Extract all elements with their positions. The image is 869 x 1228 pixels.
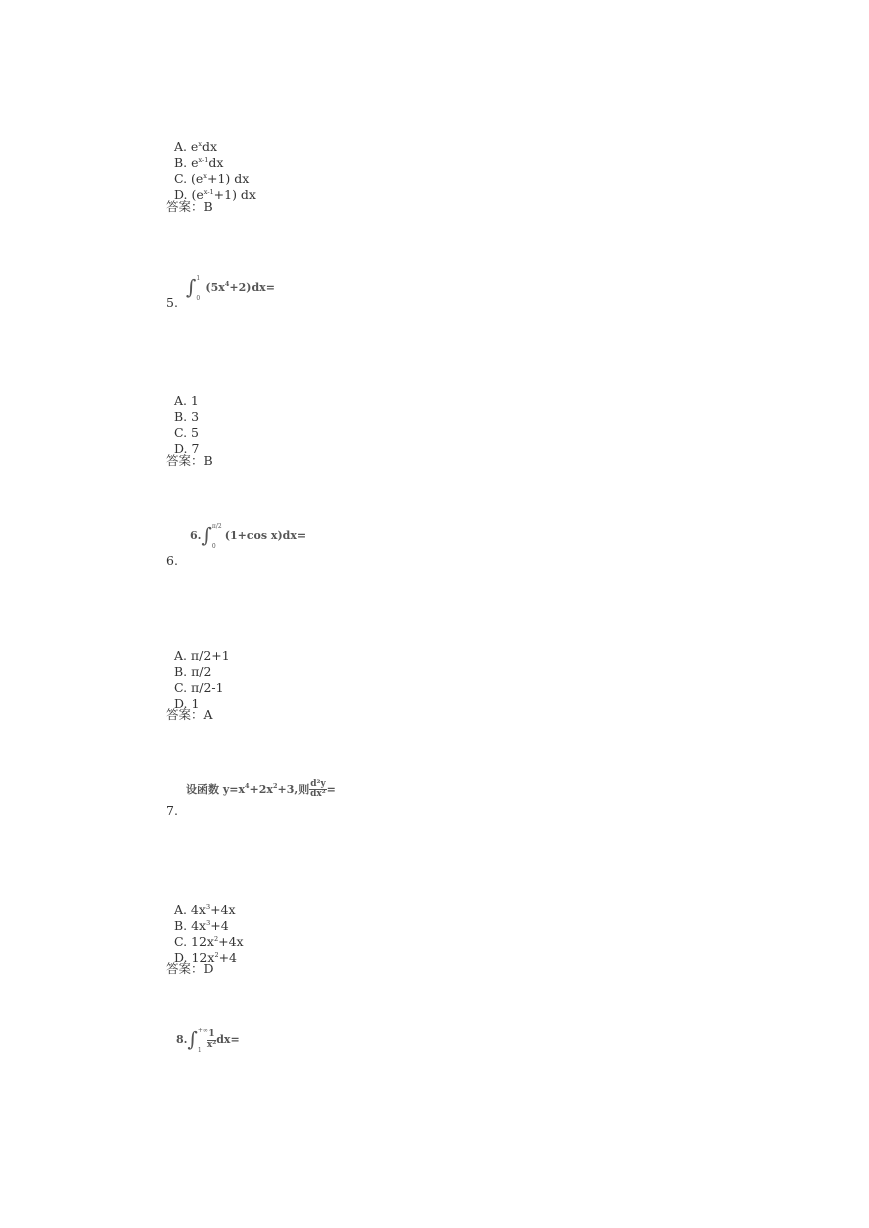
q6-options — [166, 632, 266, 712]
q4-option-c: C. $(e^x+1)$ dx — [173, 171, 250, 186]
q6-number: 6. — [166, 553, 178, 568]
q7-option-b: B. $4x^3+4$ — [173, 918, 229, 933]
q7-option-d: D. $12x^2+4$ — [173, 950, 238, 965]
q5-option-b: B. 3 — [173, 409, 200, 424]
q6-option-b: B. π/2 — [173, 664, 212, 679]
q7-option-c: C. $12x^2+4x$ — [173, 934, 244, 949]
q5-option-d: D. 7 — [173, 441, 200, 456]
q5-answer: 答案：B — [166, 453, 213, 468]
q4-option-d: D. $(e^{x-1}+1)$ dx — [173, 187, 256, 202]
q6-option-d: D. 1 — [173, 696, 200, 711]
q5-option-c: C. 5 — [173, 425, 199, 440]
q8-formula-image: 8.∫ +∞ 1 $\frac{1}{\text{x²}}$ dx= — [176, 1027, 240, 1054]
q6-answer: 答案：A — [166, 707, 213, 722]
q7-formula-image: 设函数 $y=x^4+2x^2+3$,则 $\frac{\text{d²y}}{\text{dx²}}$ = — [186, 779, 336, 800]
q7-options — [166, 886, 270, 966]
q7-answer: 答案：D — [166, 961, 214, 976]
q5-options — [166, 377, 228, 457]
q6-option-a: A. π/2+1 — [173, 648, 230, 663]
q4-options — [166, 123, 276, 203]
q5-number: 5. — [166, 295, 178, 310]
q4-option-a: A. $e^xdx$ — [173, 139, 218, 154]
q6-formula-image: 6.∫ π/2 0 (1+cos x)dx= — [190, 523, 307, 550]
q6-option-c: C. π/2-1 — [173, 680, 224, 695]
q4-option-b: B. $e^{x-1}dx$ — [173, 155, 224, 170]
q7-number: 7. — [166, 803, 178, 818]
q4-answer: 答案：B — [166, 199, 213, 214]
q5-option-a: A. 1 — [173, 393, 199, 408]
q5-formula-image: ∫ 1 0 $(5x^4+2)dx=$ — [186, 275, 275, 302]
q7-option-a: A. $4x^3+4x$ — [173, 902, 236, 917]
